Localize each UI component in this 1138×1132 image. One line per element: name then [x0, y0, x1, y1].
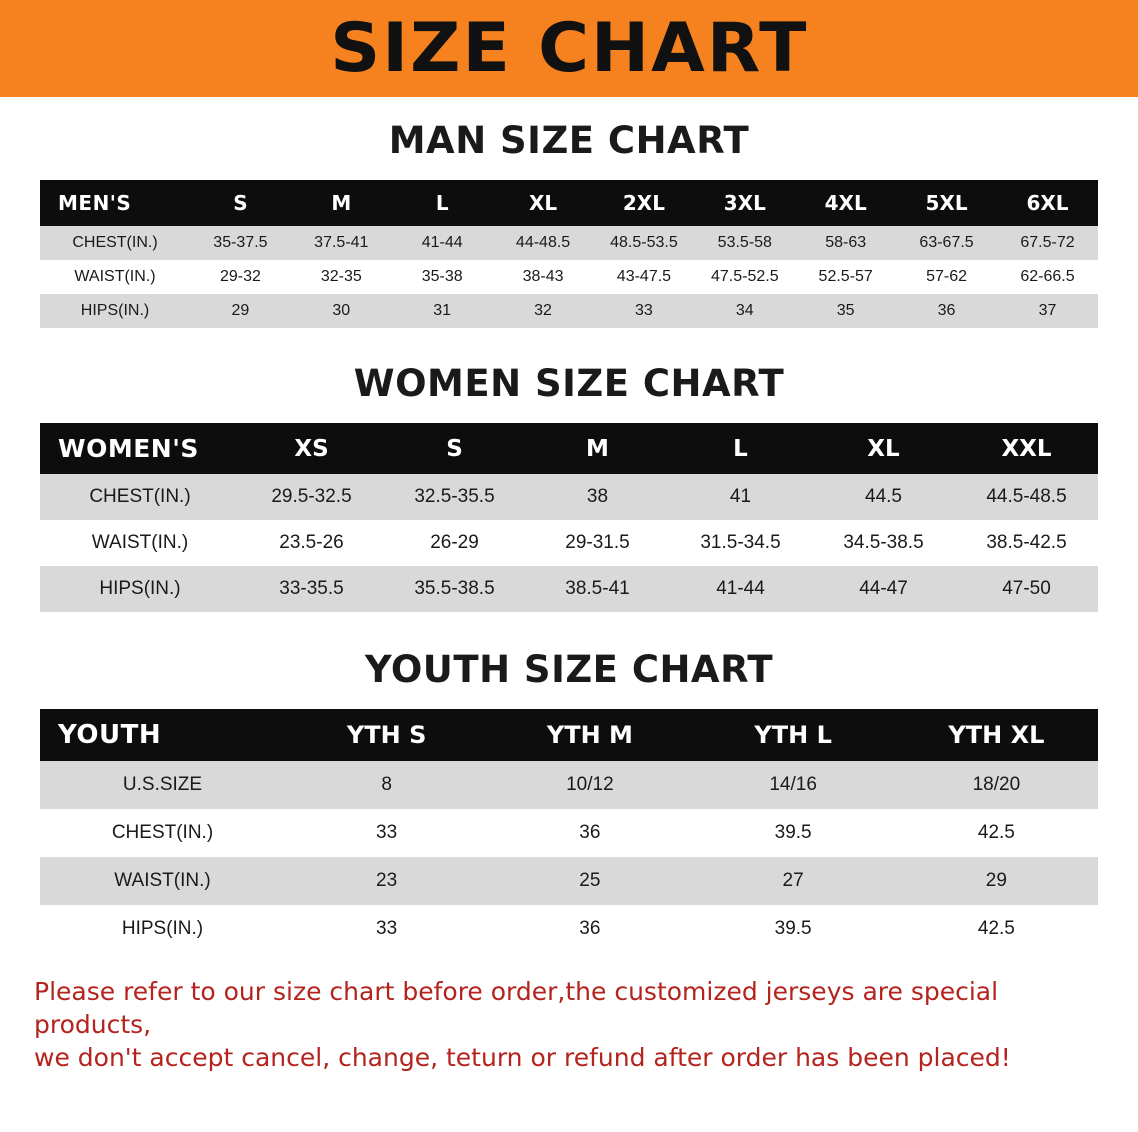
man-cell: 32	[493, 294, 594, 328]
women-cell: 41	[669, 474, 812, 520]
youth-cell: 42.5	[895, 809, 1098, 857]
youth-row-label: U.S.SIZE	[40, 761, 285, 809]
youth-column-header: YTH XL	[895, 709, 1098, 761]
man-section-title: MAN SIZE CHART	[388, 119, 750, 162]
youth-cell: 33	[285, 809, 488, 857]
women-table-wrapper	[40, 423, 1098, 612]
women-cell: 34.5-38.5	[812, 520, 955, 566]
man-cell: 37	[997, 294, 1098, 328]
man-cell: 34	[694, 294, 795, 328]
man-cell: 37.5-41	[291, 226, 392, 260]
man-cell: 41-44	[392, 226, 493, 260]
man-cell: 53.5-58	[694, 226, 795, 260]
order-policy-note	[34, 975, 1104, 1074]
women-cell: 38	[526, 474, 669, 520]
page-title: SIZE CHART	[329, 8, 809, 88]
man-cell: 48.5-53.5	[594, 226, 695, 260]
man-column-header: 4XL	[795, 180, 896, 226]
women-cell: 26-29	[383, 520, 526, 566]
youth-row-label-header: YOUTH	[40, 709, 285, 761]
man-column-header: XL	[493, 180, 594, 226]
youth-table-head	[40, 709, 1098, 761]
youth-cell: 18/20	[895, 761, 1098, 809]
man-table-row	[40, 226, 1098, 260]
women-table-row	[40, 520, 1098, 566]
man-column-header: 5XL	[896, 180, 997, 226]
youth-table-row	[40, 905, 1098, 953]
man-cell: 35-37.5	[190, 226, 291, 260]
women-column-header: M	[526, 423, 669, 474]
man-cell: 62-66.5	[997, 260, 1098, 294]
youth-cell: 42.5	[895, 905, 1098, 953]
man-cell: 63-67.5	[896, 226, 997, 260]
women-table-head	[40, 423, 1098, 474]
youth-cell: 36	[488, 905, 691, 953]
man-column-header: 2XL	[594, 180, 695, 226]
man-row-label: HIPS(IN.)	[40, 294, 190, 328]
women-cell: 44-47	[812, 566, 955, 612]
women-table-row	[40, 566, 1098, 612]
man-table-body	[40, 226, 1098, 328]
women-row-label: WAIST(IN.)	[40, 520, 240, 566]
youth-table-wrapper	[40, 709, 1098, 953]
man-cell: 29	[190, 294, 291, 328]
youth-row-label: HIPS(IN.)	[40, 905, 285, 953]
youth-cell: 8	[285, 761, 488, 809]
women-column-header: L	[669, 423, 812, 474]
youth-column-header: YTH L	[692, 709, 895, 761]
youth-table-row	[40, 857, 1098, 905]
youth-size-table	[40, 709, 1098, 953]
women-cell: 31.5-34.5	[669, 520, 812, 566]
women-cell: 44.5-48.5	[955, 474, 1098, 520]
youth-cell: 39.5	[692, 905, 895, 953]
women-cell: 47-50	[955, 566, 1098, 612]
man-row-label-header: MEN'S	[40, 180, 190, 226]
youth-cell: 23	[285, 857, 488, 905]
women-column-header: S	[383, 423, 526, 474]
women-cell: 32.5-35.5	[383, 474, 526, 520]
youth-header-row	[40, 709, 1098, 761]
youth-section-title: YOUTH SIZE CHART	[364, 648, 774, 691]
man-column-header: 3XL	[694, 180, 795, 226]
youth-row-label: CHEST(IN.)	[40, 809, 285, 857]
women-table-row	[40, 474, 1098, 520]
man-column-header: L	[392, 180, 493, 226]
women-cell: 38.5-41	[526, 566, 669, 612]
youth-column-header: YTH S	[285, 709, 488, 761]
women-column-header: XXL	[955, 423, 1098, 474]
women-cell: 35.5-38.5	[383, 566, 526, 612]
youth-cell: 29	[895, 857, 1098, 905]
women-column-header: XL	[812, 423, 955, 474]
youth-table-row	[40, 761, 1098, 809]
youth-cell: 25	[488, 857, 691, 905]
man-cell: 35	[795, 294, 896, 328]
man-table-row	[40, 260, 1098, 294]
man-table-head	[40, 180, 1098, 226]
man-cell: 33	[594, 294, 695, 328]
women-cell: 41-44	[669, 566, 812, 612]
man-cell: 43-47.5	[594, 260, 695, 294]
man-cell: 47.5-52.5	[694, 260, 795, 294]
man-column-header: 6XL	[997, 180, 1098, 226]
youth-cell: 33	[285, 905, 488, 953]
man-cell: 31	[392, 294, 493, 328]
youth-cell: 14/16	[692, 761, 895, 809]
women-section-title: WOMEN SIZE CHART	[353, 362, 785, 405]
youth-cell: 10/12	[488, 761, 691, 809]
man-cell: 29-32	[190, 260, 291, 294]
man-column-header: M	[291, 180, 392, 226]
women-header-row	[40, 423, 1098, 474]
women-row-label-header: WOMEN'S	[40, 423, 240, 474]
youth-cell: 39.5	[692, 809, 895, 857]
man-table-wrapper	[40, 180, 1098, 328]
youth-row-label: WAIST(IN.)	[40, 857, 285, 905]
man-header-row	[40, 180, 1098, 226]
man-cell: 58-63	[795, 226, 896, 260]
youth-table-body	[40, 761, 1098, 953]
women-cell: 38.5-42.5	[955, 520, 1098, 566]
man-cell: 35-38	[392, 260, 493, 294]
man-column-header: S	[190, 180, 291, 226]
women-size-table	[40, 423, 1098, 612]
man-row-label: WAIST(IN.)	[40, 260, 190, 294]
women-cell: 44.5	[812, 474, 955, 520]
man-cell: 57-62	[896, 260, 997, 294]
man-cell: 52.5-57	[795, 260, 896, 294]
man-table-row	[40, 294, 1098, 328]
man-cell: 44-48.5	[493, 226, 594, 260]
youth-column-header: YTH M	[488, 709, 691, 761]
youth-cell: 27	[692, 857, 895, 905]
women-row-label: CHEST(IN.)	[40, 474, 240, 520]
man-cell: 30	[291, 294, 392, 328]
man-cell: 38-43	[493, 260, 594, 294]
youth-cell: 36	[488, 809, 691, 857]
women-cell: 29-31.5	[526, 520, 669, 566]
women-column-header: XS	[240, 423, 383, 474]
order-policy-note-line1: Please refer to our size chart before order,the customized jerseys are special products,	[34, 977, 999, 1039]
women-table-body	[40, 474, 1098, 612]
man-row-label: CHEST(IN.)	[40, 226, 190, 260]
youth-table-row	[40, 809, 1098, 857]
man-cell: 67.5-72	[997, 226, 1098, 260]
man-cell: 36	[896, 294, 997, 328]
page-banner	[0, 0, 1138, 97]
man-cell: 32-35	[291, 260, 392, 294]
women-cell: 23.5-26	[240, 520, 383, 566]
women-row-label: HIPS(IN.)	[40, 566, 240, 612]
order-policy-note-line2: we don't accept cancel, change, teturn or refund after order has been placed!	[34, 1043, 1011, 1072]
man-size-table	[40, 180, 1098, 328]
women-cell: 33-35.5	[240, 566, 383, 612]
women-cell: 29.5-32.5	[240, 474, 383, 520]
